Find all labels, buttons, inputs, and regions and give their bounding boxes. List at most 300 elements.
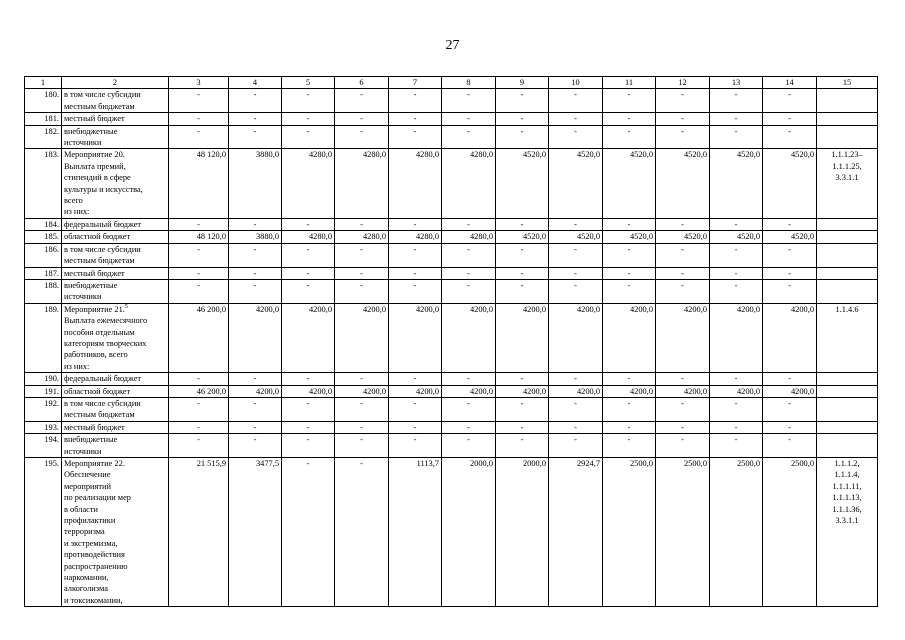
column-header: 6: [335, 77, 389, 89]
value-cell: 4520,0: [656, 231, 710, 243]
value-cell: -: [169, 397, 229, 421]
column-header: 11: [603, 77, 656, 89]
value-cell: -: [496, 279, 549, 303]
column-header: 3: [169, 77, 229, 89]
value-cell: -: [549, 243, 603, 267]
row-name-line: работников, всего: [64, 350, 128, 360]
row-name: [62, 303, 169, 372]
value-cell: -: [335, 458, 389, 607]
reference-line: 1.1.1.23–: [831, 150, 863, 160]
value-cell: 4280,0: [282, 231, 335, 243]
row-name-line: источники: [64, 446, 102, 456]
value-cell: -: [229, 89, 282, 113]
table-body: [25, 89, 878, 607]
table-row: [25, 218, 878, 230]
value-cell: -: [169, 113, 229, 125]
value-cell: 4280,0: [442, 149, 496, 218]
row-name-line: противодействия: [64, 550, 125, 560]
value-cell: 4280,0: [335, 149, 389, 218]
row-name-line: областной бюджет: [64, 386, 131, 396]
value-cell: 4200,0: [549, 385, 603, 397]
value-cell: -: [603, 243, 656, 267]
value-cell: 4200,0: [335, 385, 389, 397]
column-header: 15: [817, 77, 878, 89]
value-cell: -: [710, 243, 763, 267]
row-name-line: Мероприятие 21.$^5$: [64, 303, 128, 314]
table-row: [25, 397, 878, 421]
value-cell: -: [710, 89, 763, 113]
value-cell: 4520,0: [710, 149, 763, 218]
value-cell: 4200,0: [603, 385, 656, 397]
footnote-marker: 5: [124, 303, 128, 310]
row-name-line: местный бюджет: [64, 268, 125, 278]
row-name: [62, 218, 169, 230]
value-cell: -: [389, 267, 442, 279]
value-cell: 4520,0: [603, 149, 656, 218]
value-cell: 4200,0: [282, 303, 335, 372]
reference-line: 1.1.1.4,: [834, 470, 860, 480]
table-row: [25, 434, 878, 458]
value-cell: -: [549, 125, 603, 149]
column-header: 1: [25, 77, 62, 89]
row-name-line: федеральный бюджет: [64, 219, 142, 229]
value-cell: -: [389, 373, 442, 385]
row-name-line: по реализации мер: [64, 493, 131, 503]
row-name: [62, 89, 169, 113]
value-cell: -: [656, 243, 710, 267]
value-cell: -: [229, 125, 282, 149]
table-row: [25, 231, 878, 243]
row-number: 192.: [25, 397, 62, 421]
row-name-line: профилактики: [64, 516, 116, 526]
reference-cell: [817, 243, 878, 267]
value-cell: 4200,0: [335, 303, 389, 372]
value-cell: -: [763, 373, 817, 385]
reference-cell: [817, 373, 878, 385]
value-cell: -: [169, 421, 229, 433]
value-cell: -: [335, 125, 389, 149]
row-name-line: наркомании,: [64, 573, 109, 583]
value-cell: -: [763, 279, 817, 303]
row-name-line: внебюджетные: [64, 280, 118, 290]
value-cell: -: [496, 434, 549, 458]
value-cell: -: [282, 243, 335, 267]
value-cell: -: [442, 421, 496, 433]
value-cell: -: [229, 218, 282, 230]
value-cell: -: [549, 434, 603, 458]
reference-cell: [817, 149, 878, 218]
row-name-line: из них:: [64, 361, 90, 371]
value-cell: -: [282, 279, 335, 303]
value-cell: -: [656, 373, 710, 385]
value-cell: -: [496, 89, 549, 113]
value-cell: 2500,0: [710, 458, 763, 607]
value-cell: -: [282, 113, 335, 125]
value-cell: -: [282, 218, 335, 230]
value-cell: -: [656, 434, 710, 458]
value-cell: 4200,0: [656, 385, 710, 397]
row-name-line: из них:: [64, 207, 90, 217]
column-header: 13: [710, 77, 763, 89]
row-name: [62, 397, 169, 421]
value-cell: 3880,0: [229, 149, 282, 218]
value-cell: -: [169, 125, 229, 149]
value-cell: -: [496, 218, 549, 230]
value-cell: -: [335, 421, 389, 433]
value-cell: -: [549, 267, 603, 279]
reference-line: 1.1.4.6: [835, 304, 859, 314]
row-name-line: стипендий в сфере: [64, 173, 131, 183]
value-cell: 4520,0: [496, 231, 549, 243]
value-cell: -: [763, 218, 817, 230]
value-cell: 48 120,0: [169, 149, 229, 218]
value-cell: -: [335, 373, 389, 385]
value-cell: 4200,0: [710, 385, 763, 397]
column-header: 12: [656, 77, 710, 89]
value-cell: -: [335, 279, 389, 303]
row-name-line: всего: [64, 196, 83, 206]
column-header: 8: [442, 77, 496, 89]
row-number: 193.: [25, 421, 62, 433]
value-cell: -: [389, 279, 442, 303]
value-cell: 4520,0: [549, 149, 603, 218]
value-cell: 2000,0: [442, 458, 496, 607]
value-cell: 2500,0: [603, 458, 656, 607]
row-name-line: источники: [64, 292, 102, 302]
value-cell: -: [169, 89, 229, 113]
reference-line: 3.3.1.1: [835, 516, 859, 526]
value-cell: -: [496, 373, 549, 385]
table-row: [25, 243, 878, 267]
table-row: [25, 373, 878, 385]
value-cell: -: [335, 267, 389, 279]
value-cell: -: [603, 279, 656, 303]
value-cell: 4200,0: [442, 303, 496, 372]
table-row: [25, 149, 878, 218]
value-cell: -: [442, 434, 496, 458]
value-cell: -: [282, 421, 335, 433]
value-cell: -: [229, 397, 282, 421]
reference-line: 1.1.1.13,: [832, 493, 862, 503]
value-cell: 4280,0: [282, 149, 335, 218]
value-cell: -: [549, 113, 603, 125]
value-cell: -: [169, 373, 229, 385]
reference-line: 1.1.1.2,: [834, 459, 860, 468]
row-name: [62, 421, 169, 433]
value-cell: -: [496, 113, 549, 125]
page-number: 27: [445, 38, 460, 53]
row-name-line: Выплата ежемесячного: [64, 316, 148, 326]
row-name-line: пособия отдельным: [64, 327, 135, 337]
value-cell: 46 200,0: [169, 303, 229, 372]
value-cell: -: [496, 243, 549, 267]
value-cell: -: [763, 113, 817, 125]
value-cell: -: [335, 397, 389, 421]
value-cell: 4520,0: [496, 149, 549, 218]
row-name-line: в том числе субсидии: [64, 244, 141, 254]
value-cell: 21 515,9: [169, 458, 229, 607]
value-cell: -: [603, 218, 656, 230]
value-cell: -: [389, 125, 442, 149]
table-header-row: [25, 77, 878, 89]
value-cell: -: [496, 397, 549, 421]
value-cell: -: [335, 434, 389, 458]
table-row: [25, 421, 878, 433]
row-name-line: местный бюджет: [64, 422, 125, 432]
value-cell: 4200,0: [496, 303, 549, 372]
value-cell: 4200,0: [763, 303, 817, 372]
value-cell: -: [656, 113, 710, 125]
reference-line: 3.3.1.1: [835, 173, 859, 183]
value-cell: 4200,0: [389, 385, 442, 397]
value-cell: -: [442, 397, 496, 421]
value-cell: 3477,5: [229, 458, 282, 607]
value-cell: -: [442, 243, 496, 267]
row-name-line: Выплата премий,: [64, 161, 126, 171]
value-cell: -: [603, 434, 656, 458]
row-name: [62, 458, 169, 607]
value-cell: -: [549, 421, 603, 433]
value-cell: 4200,0: [710, 303, 763, 372]
table-row: [25, 125, 878, 149]
row-name-line: в том числе субсидии: [64, 398, 141, 408]
value-cell: -: [335, 218, 389, 230]
value-cell: -: [442, 125, 496, 149]
reference-cell: [817, 218, 878, 230]
value-cell: -: [710, 113, 763, 125]
value-cell: -: [389, 421, 442, 433]
row-name: [62, 385, 169, 397]
value-cell: 4280,0: [442, 231, 496, 243]
row-number: 181.: [25, 113, 62, 125]
reference-cell: [817, 303, 878, 372]
value-cell: -: [496, 267, 549, 279]
row-name-line: местным бюджетам: [64, 410, 135, 420]
row-name-line: Мероприятие 20.: [64, 150, 125, 160]
value-cell: 46 200,0: [169, 385, 229, 397]
value-cell: -: [763, 243, 817, 267]
table-row: [25, 267, 878, 279]
value-cell: -: [389, 218, 442, 230]
value-cell: 4280,0: [335, 231, 389, 243]
value-cell: -: [656, 279, 710, 303]
value-cell: -: [763, 421, 817, 433]
row-number: 182.: [25, 125, 62, 149]
value-cell: -: [603, 89, 656, 113]
value-cell: -: [169, 243, 229, 267]
value-cell: -: [282, 267, 335, 279]
value-cell: -: [442, 218, 496, 230]
value-cell: -: [656, 89, 710, 113]
value-cell: -: [442, 113, 496, 125]
value-cell: -: [656, 397, 710, 421]
value-cell: 4280,0: [389, 149, 442, 218]
budget-table: [24, 76, 878, 607]
value-cell: -: [169, 434, 229, 458]
value-cell: 4520,0: [710, 231, 763, 243]
value-cell: -: [603, 125, 656, 149]
table-row: [25, 458, 878, 607]
value-cell: -: [549, 373, 603, 385]
row-number: 189.: [25, 303, 62, 372]
value-cell: -: [496, 421, 549, 433]
table-row: [25, 89, 878, 113]
row-name: [62, 231, 169, 243]
value-cell: 2500,0: [763, 458, 817, 607]
table-row: [25, 303, 878, 372]
reference-cell: [817, 421, 878, 433]
row-number: 183.: [25, 149, 62, 218]
value-cell: -: [763, 434, 817, 458]
reference-cell: [817, 89, 878, 113]
value-cell: 4520,0: [763, 231, 817, 243]
reference-cell: [817, 385, 878, 397]
value-cell: 4200,0: [496, 385, 549, 397]
value-cell: -: [603, 113, 656, 125]
row-name-line: Обеспечение: [64, 470, 111, 480]
value-cell: -: [710, 421, 763, 433]
row-number: 180.: [25, 89, 62, 113]
row-name-line: федеральный бюджет: [64, 374, 142, 384]
row-name: [62, 267, 169, 279]
value-cell: 2000,0: [496, 458, 549, 607]
row-name-line: местным бюджетам: [64, 101, 135, 111]
value-cell: 1113,7: [389, 458, 442, 607]
reference-cell: [817, 125, 878, 149]
reference-cell: [817, 113, 878, 125]
row-name-line: местным бюджетам: [64, 256, 135, 266]
value-cell: 4200,0: [763, 385, 817, 397]
value-cell: -: [603, 373, 656, 385]
row-name-line: внебюджетные: [64, 126, 118, 136]
value-cell: -: [335, 113, 389, 125]
reference-cell: [817, 434, 878, 458]
value-cell: -: [282, 397, 335, 421]
row-name-line: внебюджетные: [64, 435, 118, 445]
value-cell: -: [710, 373, 763, 385]
column-header: 5: [282, 77, 335, 89]
value-cell: -: [229, 373, 282, 385]
row-number: 194.: [25, 434, 62, 458]
value-cell: -: [656, 267, 710, 279]
value-cell: -: [169, 267, 229, 279]
value-cell: -: [710, 434, 763, 458]
value-cell: -: [710, 125, 763, 149]
column-header: 4: [229, 77, 282, 89]
row-name-line: мероприятий: [64, 481, 112, 491]
value-cell: 4280,0: [389, 231, 442, 243]
column-header: 9: [496, 77, 549, 89]
value-cell: -: [763, 125, 817, 149]
row-name: [62, 373, 169, 385]
value-cell: -: [710, 397, 763, 421]
value-cell: 4520,0: [549, 231, 603, 243]
value-cell: -: [656, 421, 710, 433]
value-cell: 4520,0: [656, 149, 710, 218]
row-number: 184.: [25, 218, 62, 230]
row-name-line: терроризма: [64, 527, 105, 537]
value-cell: -: [389, 89, 442, 113]
row-name-line: распространению: [64, 561, 128, 571]
value-cell: -: [389, 434, 442, 458]
value-cell: 4200,0: [389, 303, 442, 372]
value-cell: 4200,0: [549, 303, 603, 372]
value-cell: 4200,0: [229, 385, 282, 397]
value-cell: 48 120,0: [169, 231, 229, 243]
value-cell: -: [549, 218, 603, 230]
row-number: 188.: [25, 279, 62, 303]
value-cell: -: [603, 421, 656, 433]
value-cell: 4520,0: [763, 149, 817, 218]
row-number: 185.: [25, 231, 62, 243]
value-cell: -: [442, 279, 496, 303]
value-cell: 4200,0: [442, 385, 496, 397]
value-cell: -: [229, 267, 282, 279]
row-name-line: местный бюджет: [64, 114, 125, 124]
value-cell: -: [710, 218, 763, 230]
value-cell: -: [442, 89, 496, 113]
value-cell: 2924,7: [549, 458, 603, 607]
value-cell: -: [603, 397, 656, 421]
value-cell: -: [763, 397, 817, 421]
table-row: [25, 279, 878, 303]
row-number: 186.: [25, 243, 62, 267]
value-cell: -: [656, 125, 710, 149]
reference-line: 1.1.1.36,: [832, 504, 862, 514]
value-cell: -: [389, 243, 442, 267]
row-name-line: и экстремизма,: [64, 538, 118, 548]
table-row: [25, 385, 878, 397]
reference-cell: [817, 397, 878, 421]
value-cell: -: [169, 279, 229, 303]
column-header: 7: [389, 77, 442, 89]
value-cell: -: [549, 397, 603, 421]
value-cell: -: [229, 421, 282, 433]
value-cell: -: [335, 89, 389, 113]
value-cell: -: [282, 434, 335, 458]
value-cell: -: [710, 279, 763, 303]
value-cell: -: [763, 267, 817, 279]
row-number: 187.: [25, 267, 62, 279]
value-cell: 2500,0: [656, 458, 710, 607]
value-cell: -: [710, 267, 763, 279]
row-name: [62, 149, 169, 218]
value-cell: -: [549, 279, 603, 303]
value-cell: -: [442, 373, 496, 385]
row-name: [62, 113, 169, 125]
column-header: 10: [549, 77, 603, 89]
row-name-line: областной бюджет: [64, 232, 131, 242]
row-name-line: категориям творческих: [64, 338, 147, 348]
row-name-line: в области: [64, 504, 99, 514]
value-cell: -: [763, 89, 817, 113]
row-name: [62, 243, 169, 267]
value-cell: 4200,0: [282, 385, 335, 397]
row-name-line: источники: [64, 138, 102, 148]
row-number: 191.: [25, 385, 62, 397]
value-cell: -: [496, 125, 549, 149]
row-name: [62, 125, 169, 149]
reference-line: 1.1.1.25,: [832, 161, 862, 171]
reference-line: 1.1.1.11,: [832, 481, 862, 491]
column-header: 14: [763, 77, 817, 89]
value-cell: -: [229, 279, 282, 303]
row-name-line: алкоголизма: [64, 584, 108, 594]
value-cell: 4520,0: [603, 231, 656, 243]
value-cell: -: [389, 397, 442, 421]
value-cell: -: [229, 243, 282, 267]
value-cell: -: [282, 125, 335, 149]
